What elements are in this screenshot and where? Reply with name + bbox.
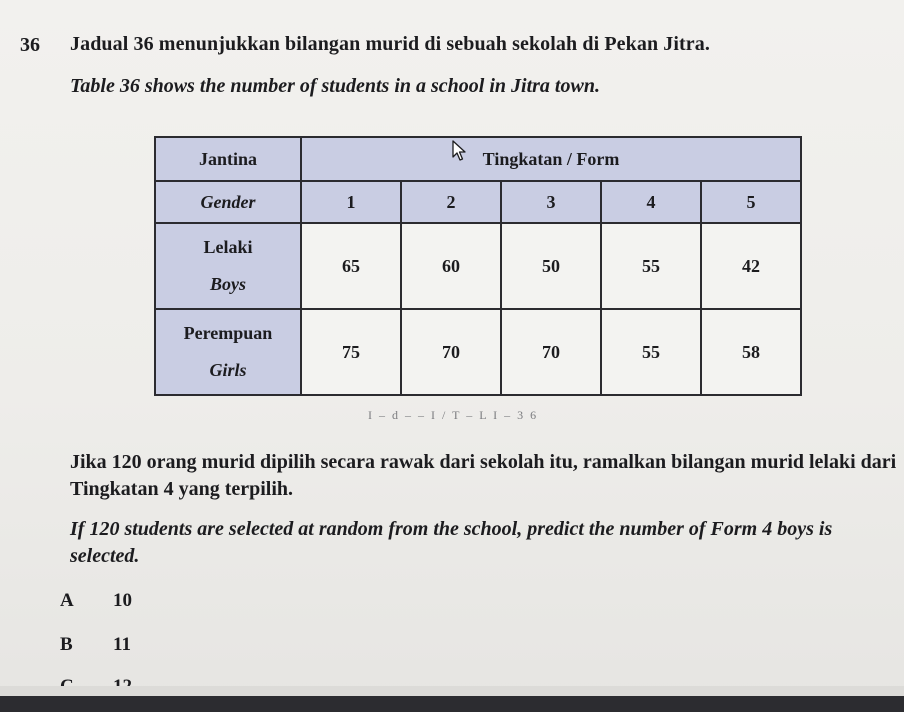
form-header-3: 3 (501, 181, 601, 223)
row-label-girls (155, 309, 301, 395)
option-b-value[interactable]: 11 (113, 634, 131, 655)
question-number: 36 (20, 34, 40, 56)
cell-boys-form-4: 55 (601, 223, 701, 309)
cell-boys-form-2: 60 (401, 223, 501, 309)
cell-girls-form-3: 70 (501, 309, 601, 395)
form-header-5: 5 (701, 181, 801, 223)
row-header-english: Gender (155, 181, 301, 223)
option-a-value[interactable]: 10 (113, 590, 132, 611)
cell-girls-form-1: 75 (301, 309, 401, 395)
cell-girls-form-4: 55 (601, 309, 701, 395)
cell-girls-form-5: 58 (701, 309, 801, 395)
row-label-girls-malay: Perempuan (183, 323, 273, 343)
option-b-letter[interactable]: B (60, 634, 73, 655)
table-caption-faint: I – d – – I / T – L I – 3 6 (368, 408, 539, 422)
table-row-girls (155, 309, 801, 395)
row-label-boys-english: Boys (210, 274, 246, 294)
row-header-malay: Jantina (155, 137, 301, 181)
cell-boys-form-1: 65 (301, 223, 401, 309)
cell-boys-form-3: 50 (501, 223, 601, 309)
cell-boys-form-5: 42 (701, 223, 801, 309)
question-prompt-english: If 120 students are selected at random from the school, predict the number of Form 4 boys is selected. (70, 518, 833, 567)
option-a-letter[interactable]: A (60, 590, 74, 611)
page-bottom-shadow (0, 696, 904, 712)
row-label-boys (155, 223, 301, 309)
form-header-1: 1 (301, 181, 401, 223)
question-intro-malay: Jadual 36 menunjukkan bilangan murid di sebuah sekolah di Pekan Jitra. (70, 33, 710, 55)
form-header-2: 2 (401, 181, 501, 223)
row-label-boys-malay: Lelaki (203, 237, 253, 257)
question-prompt-malay: Jika 120 orang murid dipilih secara rawak dari sekolah itu, ramalkan bilangan murid lelaki dari Tingkatan 4 yang terpilih. (70, 451, 897, 500)
cell-girls-form-2: 70 (401, 309, 501, 395)
table-row-boys (155, 223, 801, 309)
student-count-table (154, 136, 802, 396)
form-header-4: 4 (601, 181, 701, 223)
row-label-girls-english: Girls (209, 360, 247, 380)
mouse-pointer-icon (452, 140, 468, 167)
question-intro-english: Table 36 shows the number of students in a school in Jitra town. (70, 75, 600, 97)
form-group-header: Tingkatan / Form (301, 137, 801, 181)
